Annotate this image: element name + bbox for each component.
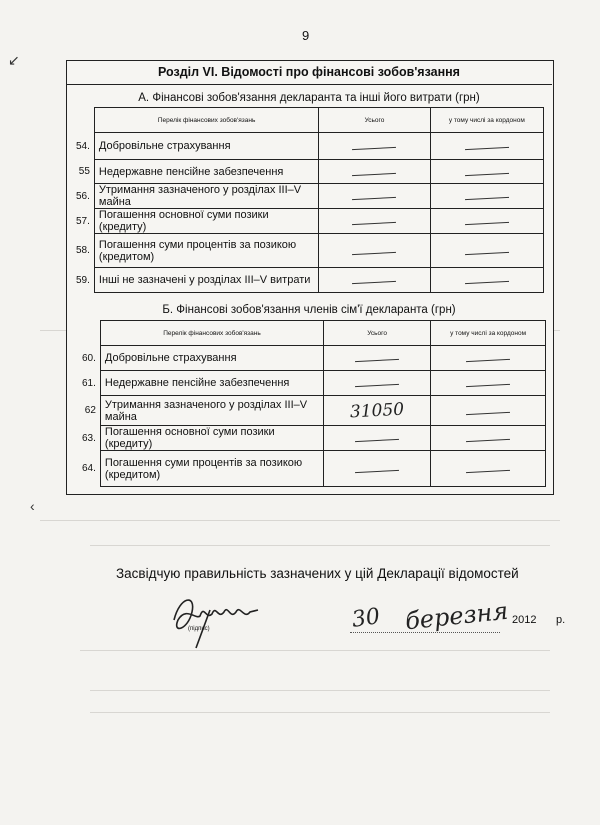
- margin-mark: ‹: [30, 498, 35, 514]
- table-row: [72, 234, 544, 268]
- row-number: 60.: [82, 352, 96, 364]
- row-number: 61.: [82, 377, 96, 389]
- row-total: [319, 160, 430, 184]
- row-abroad: [430, 268, 543, 293]
- dash-mark: [352, 222, 396, 225]
- table-row: [72, 133, 544, 160]
- handwritten-value: 31050: [349, 399, 405, 422]
- header-list: Перелік фінансових зобов'язань: [100, 321, 323, 346]
- row-label: Недержавне пенсійне забезпечення: [94, 160, 318, 184]
- dash-mark: [465, 197, 509, 200]
- row-abroad: [430, 160, 543, 184]
- row-number: 57.: [76, 215, 90, 227]
- row-label: Утримання зазначеного у розділах III–V майна: [94, 184, 318, 209]
- table-row: [78, 396, 546, 426]
- row-number: 63.: [82, 432, 96, 444]
- part-b-table: [78, 320, 546, 487]
- row-number: 59.: [76, 274, 90, 286]
- date-year: 2012: [512, 614, 537, 626]
- date-day: 30: [350, 604, 382, 633]
- part-a-table: [72, 107, 544, 293]
- table-row: [72, 184, 544, 209]
- dash-mark: [465, 172, 509, 175]
- row-total: [319, 234, 430, 268]
- header-abroad: у тому числі за кордоном: [431, 321, 546, 346]
- dash-mark: [352, 281, 396, 284]
- page-number: 9: [302, 28, 310, 43]
- row-label: Погашення основної суми позики (кредиту): [94, 209, 318, 234]
- table-row: [78, 371, 546, 396]
- date-suffix: р.: [556, 614, 566, 626]
- row-label: Погашення основної суми позики (кредиту): [100, 426, 323, 451]
- row-label: Добровільне страхування: [100, 346, 323, 371]
- part-a-title: А. Фінансові зобов'язання декларанта та інші його витрати (грн): [138, 92, 480, 104]
- row-abroad: [430, 234, 543, 268]
- table-row: [72, 268, 544, 293]
- row-label: Інші не зазначені у розділах III–V витрати: [94, 268, 318, 293]
- dash-mark: [352, 197, 396, 200]
- row-total: [324, 426, 431, 451]
- row-number: 56.: [76, 190, 90, 202]
- row-number: 58.: [76, 245, 90, 256]
- signature: [166, 590, 266, 650]
- row-abroad: [431, 396, 546, 426]
- row-total: [319, 184, 430, 209]
- row-label: Утримання зазначеного у розділах III–V майна: [100, 396, 323, 426]
- row-total: [324, 451, 431, 487]
- row-label: Погашення суми процентів за позикою (кредитом): [100, 451, 323, 487]
- dash-mark: [465, 222, 509, 225]
- dash-mark: [352, 172, 396, 175]
- row-abroad: [430, 133, 543, 160]
- row-total: [324, 371, 431, 396]
- section-title: Розділ VI. Відомості про фінансові зобов'язання: [66, 60, 552, 85]
- row-abroad: [430, 184, 543, 209]
- header-total: Усього: [319, 108, 430, 133]
- dash-mark: [466, 359, 510, 362]
- row-total: [319, 209, 430, 234]
- row-total: [319, 133, 430, 160]
- row-abroad: [431, 426, 546, 451]
- row-number: 64.: [82, 463, 96, 474]
- row-label: Недержавне пенсійне забезпечення: [100, 371, 323, 396]
- dash-mark: [466, 439, 510, 442]
- signature-label: (підпис): [188, 626, 210, 632]
- part-b-title: Б. Фінансові зобов'язання членів сім'ї декларанта (грн): [162, 304, 456, 316]
- header-abroad: у тому числі за кордоном: [430, 108, 543, 133]
- dash-mark: [352, 251, 396, 254]
- row-abroad: [431, 451, 546, 487]
- row-label: Добровільне страхування: [94, 133, 318, 160]
- margin-mark: ↙: [8, 52, 20, 68]
- dash-mark: [355, 359, 399, 362]
- table-row: [78, 426, 546, 451]
- row-number: 54.: [76, 140, 90, 152]
- dash-mark: [355, 439, 399, 442]
- header-total: Усього: [324, 321, 431, 346]
- date-month: березня: [403, 596, 510, 636]
- row-total: [319, 268, 430, 293]
- dash-mark: [466, 411, 510, 414]
- dash-mark: [466, 469, 510, 472]
- row-total: [324, 396, 431, 426]
- certification-text: Засвідчую правильність зазначених у цій Декларації відомостей: [116, 566, 519, 581]
- table-row: [72, 160, 544, 184]
- row-label: Погашення суми процентів за позикою (кредитом): [94, 234, 318, 268]
- table-row: [72, 209, 544, 234]
- row-number: 62: [84, 405, 96, 416]
- table-row: [78, 346, 546, 371]
- dash-mark: [466, 384, 510, 387]
- table-row: [78, 451, 546, 487]
- dash-mark: [355, 469, 399, 472]
- dash-mark: [465, 281, 509, 284]
- dash-mark: [352, 147, 396, 150]
- header-list: Перелік фінансових зобов'язань: [94, 108, 318, 133]
- row-number: 55: [78, 166, 90, 177]
- row-total: [324, 346, 431, 371]
- dash-mark: [465, 251, 509, 254]
- dash-mark: [465, 147, 509, 150]
- dash-mark: [355, 384, 399, 387]
- row-abroad: [431, 371, 546, 396]
- row-abroad: [430, 209, 543, 234]
- row-abroad: [431, 346, 546, 371]
